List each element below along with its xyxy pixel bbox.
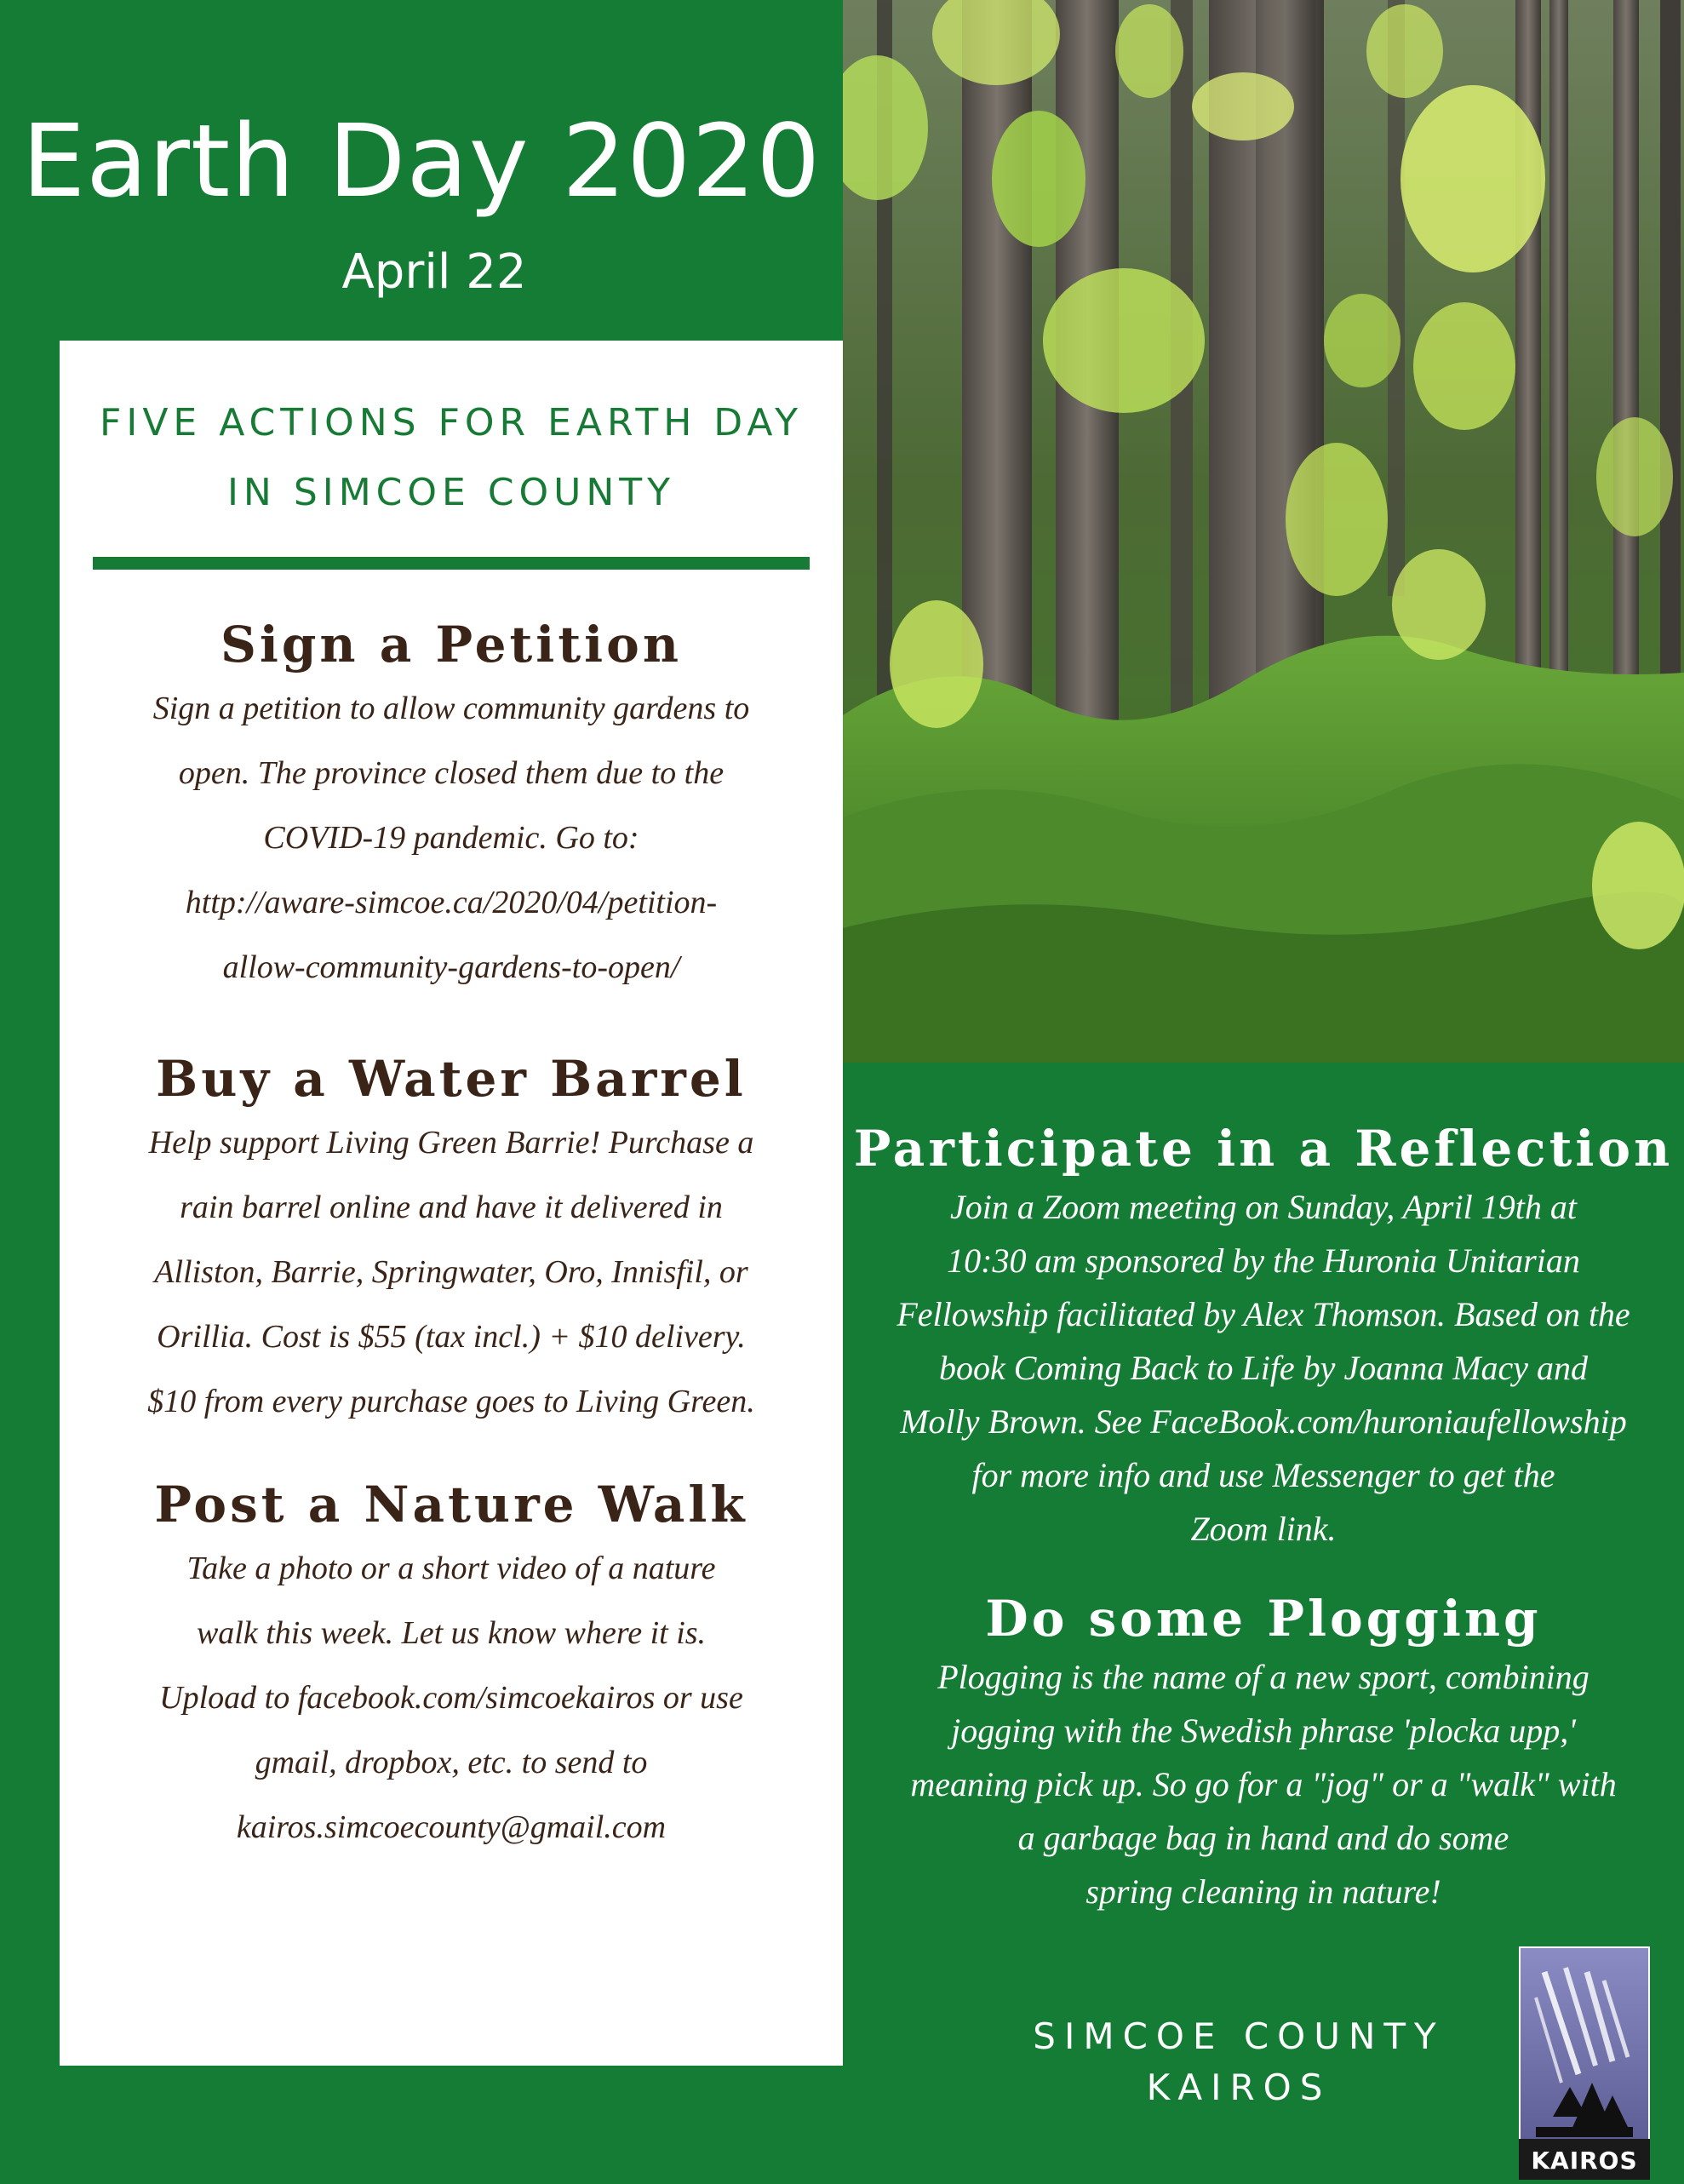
action-reflection [843, 1117, 1684, 1556]
action-line: $10 from every purchase goes to Living Green. [147, 1384, 755, 1419]
action-link[interactable]: http://aware-simcoe.ca/2020/04/petition- [185, 885, 718, 920]
action-nature-walk [60, 1473, 843, 1860]
action-line: Fellowship facilitated by Alex Thomson. Based on the [896, 1295, 1630, 1333]
action-heading: Participate in a Reflection [853, 1120, 1674, 1178]
action-line: Plogging is the name of a new sport, combining [937, 1658, 1589, 1696]
action-line: rain barrel online and have it delivered in [180, 1189, 723, 1225]
action-line: walk this week. Let us know where it is. [196, 1615, 707, 1651]
forest-photo [843, 0, 1684, 1063]
card-subtitle-line2: IN SIMCOE COUNTY [226, 471, 676, 514]
kairos-logo [1519, 1946, 1650, 2180]
action-water-barrel [60, 1047, 843, 1434]
action-sign-petition [60, 613, 843, 1000]
action-link[interactable]: Upload to facebook.com/simcoekairos or use [159, 1680, 743, 1716]
action-line: jogging with the Swedish phrase 'plocka upp,' [951, 1711, 1576, 1750]
forest-photo-art [843, 0, 1684, 1063]
action-line: gmail, dropbox, etc. to send to [255, 1745, 648, 1780]
action-line: for more info and use Messenger to get the [971, 1456, 1555, 1494]
action-heading: Sign a Petition [220, 616, 683, 674]
action-heading: Post a Nature Walk [154, 1476, 748, 1533]
footer-org-name: SIMCOE COUNTY KAIROS [1033, 2015, 1445, 2108]
action-line: Help support Living Green Barrie! Purchase a [148, 1125, 754, 1161]
action-link[interactable]: allow-community-gardens-to-open/ [222, 949, 680, 985]
actions-card [60, 341, 843, 2066]
card-divider [93, 557, 810, 570]
action-line: 10:30 am sponsored by the Huronia Unitarian [947, 1241, 1580, 1280]
action-line: Take a photo or a short video of a nature [186, 1551, 716, 1586]
action-line: Zoom link. [1190, 1510, 1337, 1548]
action-heading: Do some Plogging [985, 1590, 1542, 1648]
action-line: book Coming Back to Life by Joanna Macy and [938, 1349, 1589, 1387]
action-line: Join a Zoom meeting on Sunday, April 19th at [950, 1188, 1577, 1226]
page-title: Earth Day 2020 [21, 102, 822, 220]
action-line: Orillia. Cost is $55 (tax incl.) + $10 delivery. [157, 1319, 746, 1355]
action-line: meaning pick up. So go for a "jog" or a "walk" with [910, 1765, 1617, 1803]
kairos-logo-text: KAIROS [1531, 2147, 1638, 2175]
action-line: a garbage bag in hand and do some [1017, 1819, 1509, 1857]
action-line: Alliston, Barrie, Springwater, Oro, Innisfil, or [154, 1254, 748, 1290]
action-heading: Buy a Water Barrel [156, 1050, 747, 1108]
action-line: COVID-19 pandemic. Go to: [263, 820, 639, 856]
action-line: open. The province closed them due to the [178, 755, 725, 791]
action-email[interactable]: kairos.simcoecounty@gmail.com [236, 1809, 667, 1845]
action-line: spring cleaning in nature! [1085, 1872, 1441, 1911]
event-date: April 22 [341, 244, 527, 300]
card-subtitle-line1: FIVE ACTIONS FOR EARTH DAY [100, 401, 803, 444]
action-line: Sign a petition to allow community gardens to [152, 691, 750, 726]
card-subtitle [60, 388, 843, 528]
action-plogging [843, 1587, 1684, 1918]
kairos-logo-icon [1519, 1946, 1650, 2180]
action-link[interactable]: Molly Brown. See FaceBook.com/huroniaufellowship [900, 1402, 1627, 1441]
